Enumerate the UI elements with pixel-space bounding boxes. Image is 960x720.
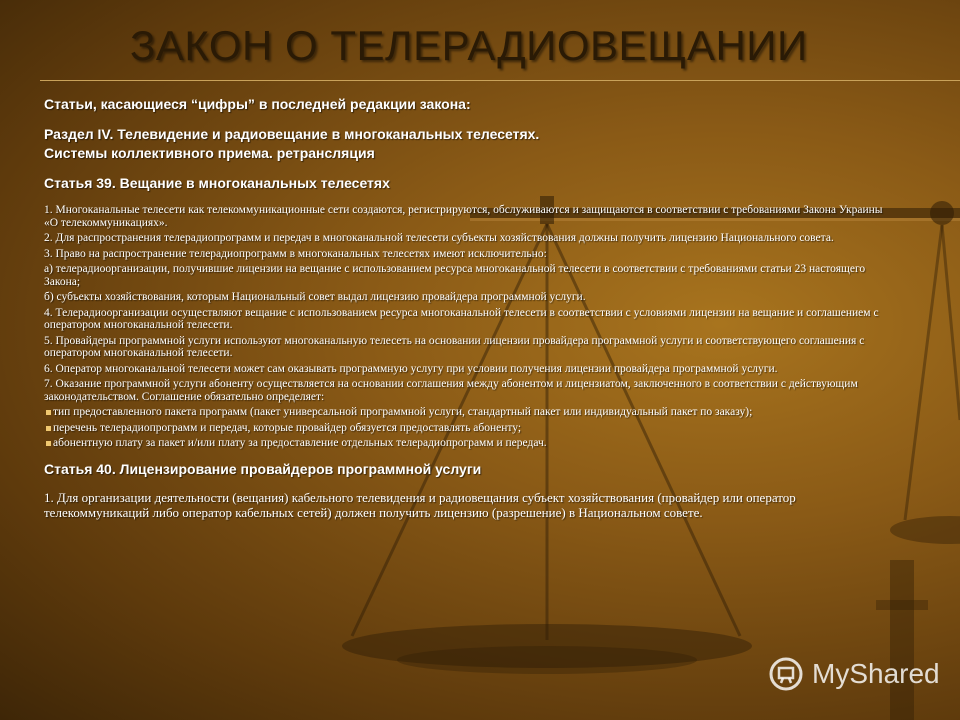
square-bullet-icon — [46, 410, 51, 415]
article-40-heading: Статья 40. Лицензирование провайдеров программной услуги — [44, 460, 482, 477]
article-39-heading: Статья 39. Вещание в многоканальных телесетях — [44, 175, 390, 191]
article-39-paragraph-5: 5. Провайдеры программной услуги используют многоканальную телесеть на основании лицензии провайдера программной услуги и соответствующего соглашения с оператором многоканальной телесети. — [44, 334, 865, 359]
square-bullet-icon — [46, 441, 51, 446]
agreement-bullet-item — [44, 422, 894, 435]
spacer — [44, 192, 894, 204]
title-divider — [40, 80, 960, 81]
bullet-text: тип предоставленного пакета программ (пакет универсальной программной услуги, стандартный пакет или индивидуальный пакет по заказу); — [53, 406, 753, 418]
section-heading-line2: Системы коллективного приема. ретрансляция — [44, 145, 375, 161]
spacer — [44, 113, 894, 125]
myshared-watermark — [768, 656, 940, 692]
bullet-text: абонентную плату за пакет и/или плату за предоставление отдельных телерадиопрограмм и передач. — [53, 437, 547, 449]
slide-title: ЗАКОН О ТЕЛЕРАДИОВЕЩАНИИ — [130, 22, 808, 69]
watermark-text: MyShared — [812, 658, 940, 689]
article-40-paragraph-1: 1. Для организации деятельности (вещания) кабельного телевидения и радиовещания субъект хозяйствования (провайдер или оператор телекоммуникаций либо оператор кабельных сетей) должен получить лицензию (разрешение) в Национальном совете. — [44, 489, 796, 520]
article-39-paragraph-6: 6. Оператор многоканальной телесети может сам оказывать программную услугу при условии получения лицензии провайдера программной услуги. — [44, 362, 778, 375]
spacer — [44, 453, 894, 461]
square-bullet-icon — [46, 426, 51, 431]
agreement-bullet-item — [44, 437, 894, 450]
article-39-paragraph-3: 3. Право на распространение телерадиопрограмм в многоканальных телесетях имеют исключительно: — [44, 247, 547, 260]
myshared-logo-icon — [768, 656, 804, 692]
article-39-paragraph-4: 4. Телерадиоорганизации осуществляют вещание с использованием ресурса многоканальной телесети в соответствии с условиями лицензии на вещание и соглашением с оператором многоканальной телесети. — [44, 306, 879, 331]
slide-content — [44, 96, 894, 520]
agreement-bullet-item — [44, 406, 894, 419]
article-39-paragraph-3a: а) телерадиоорганизации, получившие лицензии на вещание с использованием ресурса многоканальной телесети в соответствии с требованиями статьи 23 настоящего Закона; — [44, 263, 866, 288]
intro-heading: Статьи, касающиеся “цифры” в последней редакции закона: — [44, 96, 471, 112]
article-39-paragraph-3b: б) субъекты хозяйствования, которым Национальный совет выдал лицензию провайдера программной услуги. — [44, 291, 586, 303]
bullet-text: перечень телерадиопрограмм и передач, которые провайдер обязуется предоставлять абоненту; — [53, 421, 522, 434]
spacer — [44, 478, 894, 490]
article-39-paragraph-1: 1. Многоканальные телесети как телекоммуникационные сети создаются, регистрируются, обслуживаются и защищаются в соответствии с требованиями Закона Украины «О телекоммуникациях». — [44, 204, 883, 229]
article-39-paragraph-2: 2. Для распространения телерадиопрограмм и передач в многоканальной телесети субъекты хозяйствования должны получить лицензию Национального совета. — [44, 232, 834, 244]
article-39-paragraph-7: 7. Оказание программной услуги абоненту осуществляется на основании соглашения между абонентом и лицензиатом, заключенного в соответствии с действующим законодательством. Соглашение обязательно определяет: — [44, 378, 858, 403]
section-heading-line1: Раздел IV. Телевидение и радиовещание в многоканальных телесетях. — [44, 126, 540, 142]
spacer — [44, 163, 894, 175]
